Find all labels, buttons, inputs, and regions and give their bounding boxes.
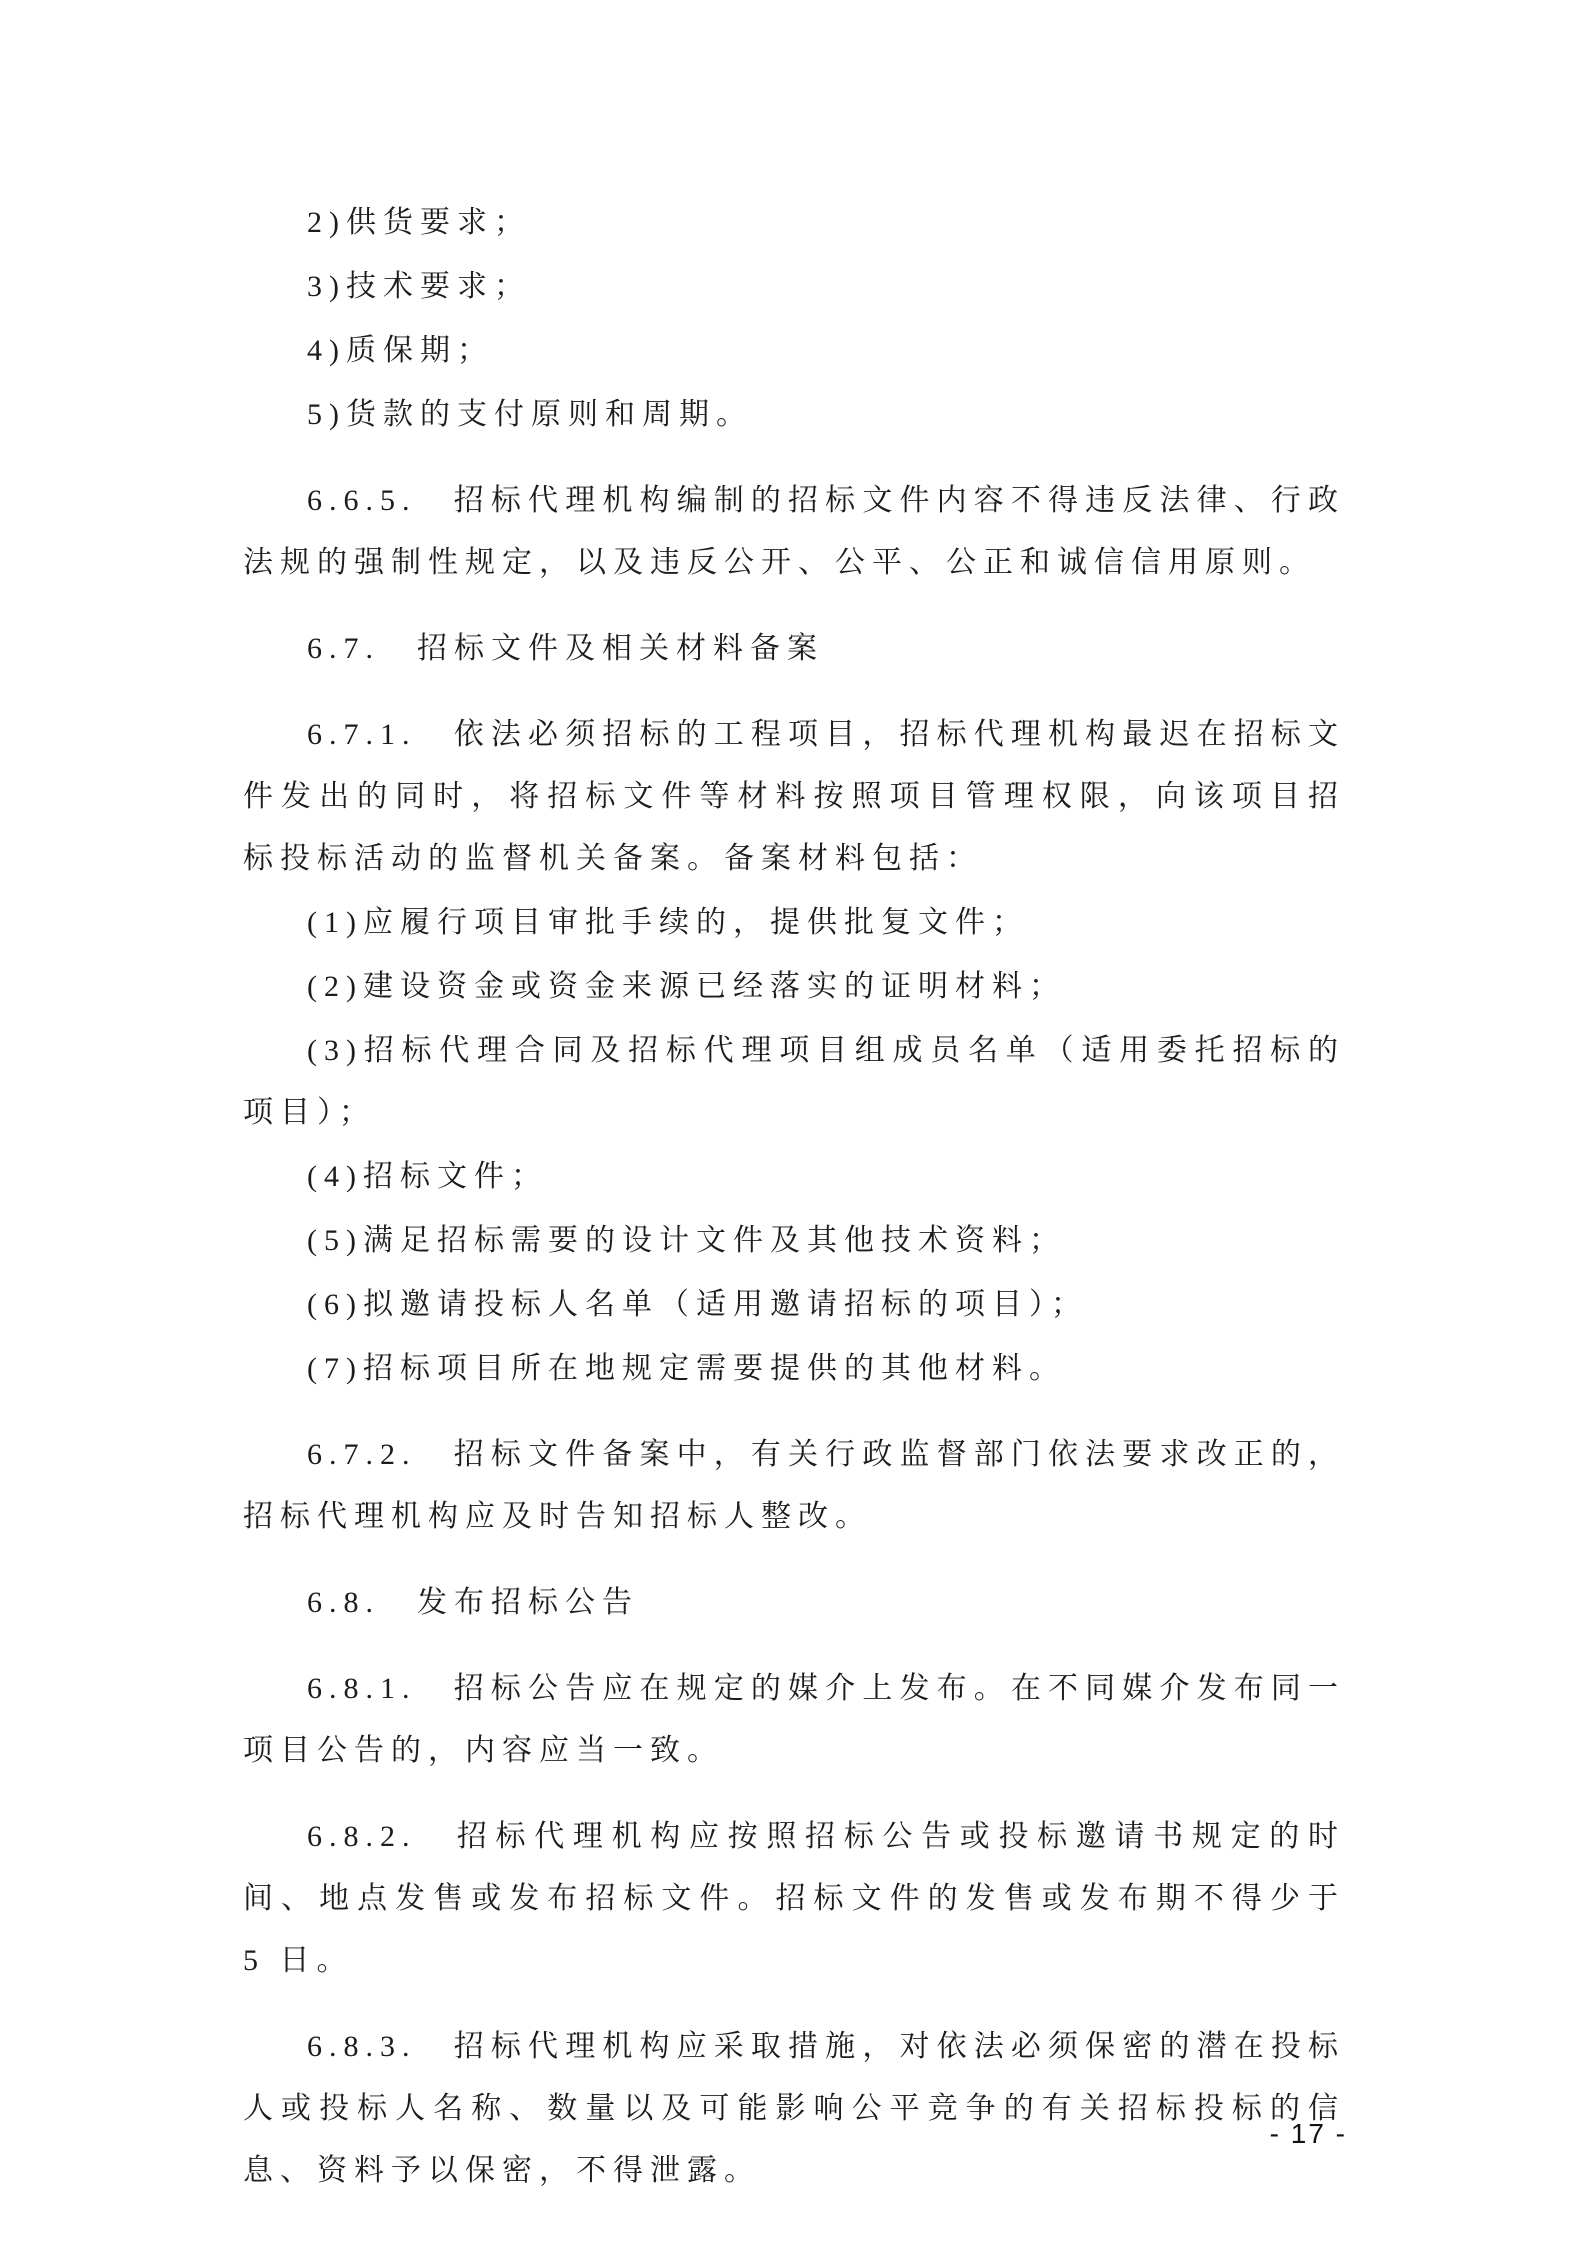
paragraph-6-8-3: 6.8.3. 招标代理机构应采取措施，对依法必须保密的潜在投标人或投标人名称、数量以及可能影响公平竞争的有关招标投标的信息、资料予以保密，不得泄露。	[243, 2030, 1345, 2187]
list-item-4: 4)质保期；	[307, 334, 494, 367]
list-item-2: 2)供货要求；	[307, 206, 531, 239]
list-item-paren-6: (6)拟邀请投标人名单（适用邀请招标的项目）；	[307, 1288, 1088, 1321]
section-heading-6-7: 6.7. 招标文件及相关材料备案	[307, 632, 824, 665]
list-item-paren-5: (5)满足招标需要的设计文件及其他技术资料；	[307, 1224, 1066, 1257]
paragraph-6-8-2: 6.8.2. 招标代理机构应按照招标公告或投标邀请书规定的时间、地点发售或发布招标文件。招标文件的发售或发布期不得少于 5 日。	[243, 1820, 1345, 1977]
list-item-3: 3)技术要求；	[307, 270, 531, 303]
list-item-paren-4: (4)招标文件；	[307, 1160, 548, 1193]
list-item-paren-3: (3)招标代理合同及招标代理项目组成员名单（适用委托招标的项目）；	[243, 1034, 1345, 1129]
list-item-5: 5)货款的支付原则和周期。	[307, 398, 753, 431]
paragraph-6-7-1: 6.7.1. 依法必须招标的工程项目，招标代理机构最迟在招标文件发出的同时，将招标文件等材料按照项目管理权限，向该项目招标投标活动的监督机关备案。备案材料包括：	[243, 718, 1345, 875]
section-heading-6-8: 6.8. 发布招标公告	[307, 1586, 639, 1619]
list-item-paren-1: (1)应履行项目审批手续的，提供批复文件；	[307, 906, 1029, 939]
list-item-paren-2: (2)建设资金或资金来源已经落实的证明材料；	[307, 970, 1066, 1003]
paragraph-6-6-5: 6.6.5. 招标代理机构编制的招标文件内容不得违反法律、行政法规的强制性规定，以及违反公开、公平、公正和诚信信用原则。	[243, 484, 1345, 579]
list-item-paren-7: (7)招标项目所在地规定需要提供的其他材料。	[307, 1352, 1066, 1385]
paragraph-6-7-2: 6.7.2. 招标文件备案中，有关行政监督部门依法要求改正的，招标代理机构应及时告知招标人整改。	[243, 1438, 1345, 1533]
page-content	[243, 0, 1345, 2202]
page-number: - 17 -	[1269, 2118, 1347, 2149]
paragraph-6-8-1: 6.8.1. 招标公告应在规定的媒介上发布。在不同媒介发布同一项目公告的，内容应当一致。	[243, 1672, 1345, 1767]
